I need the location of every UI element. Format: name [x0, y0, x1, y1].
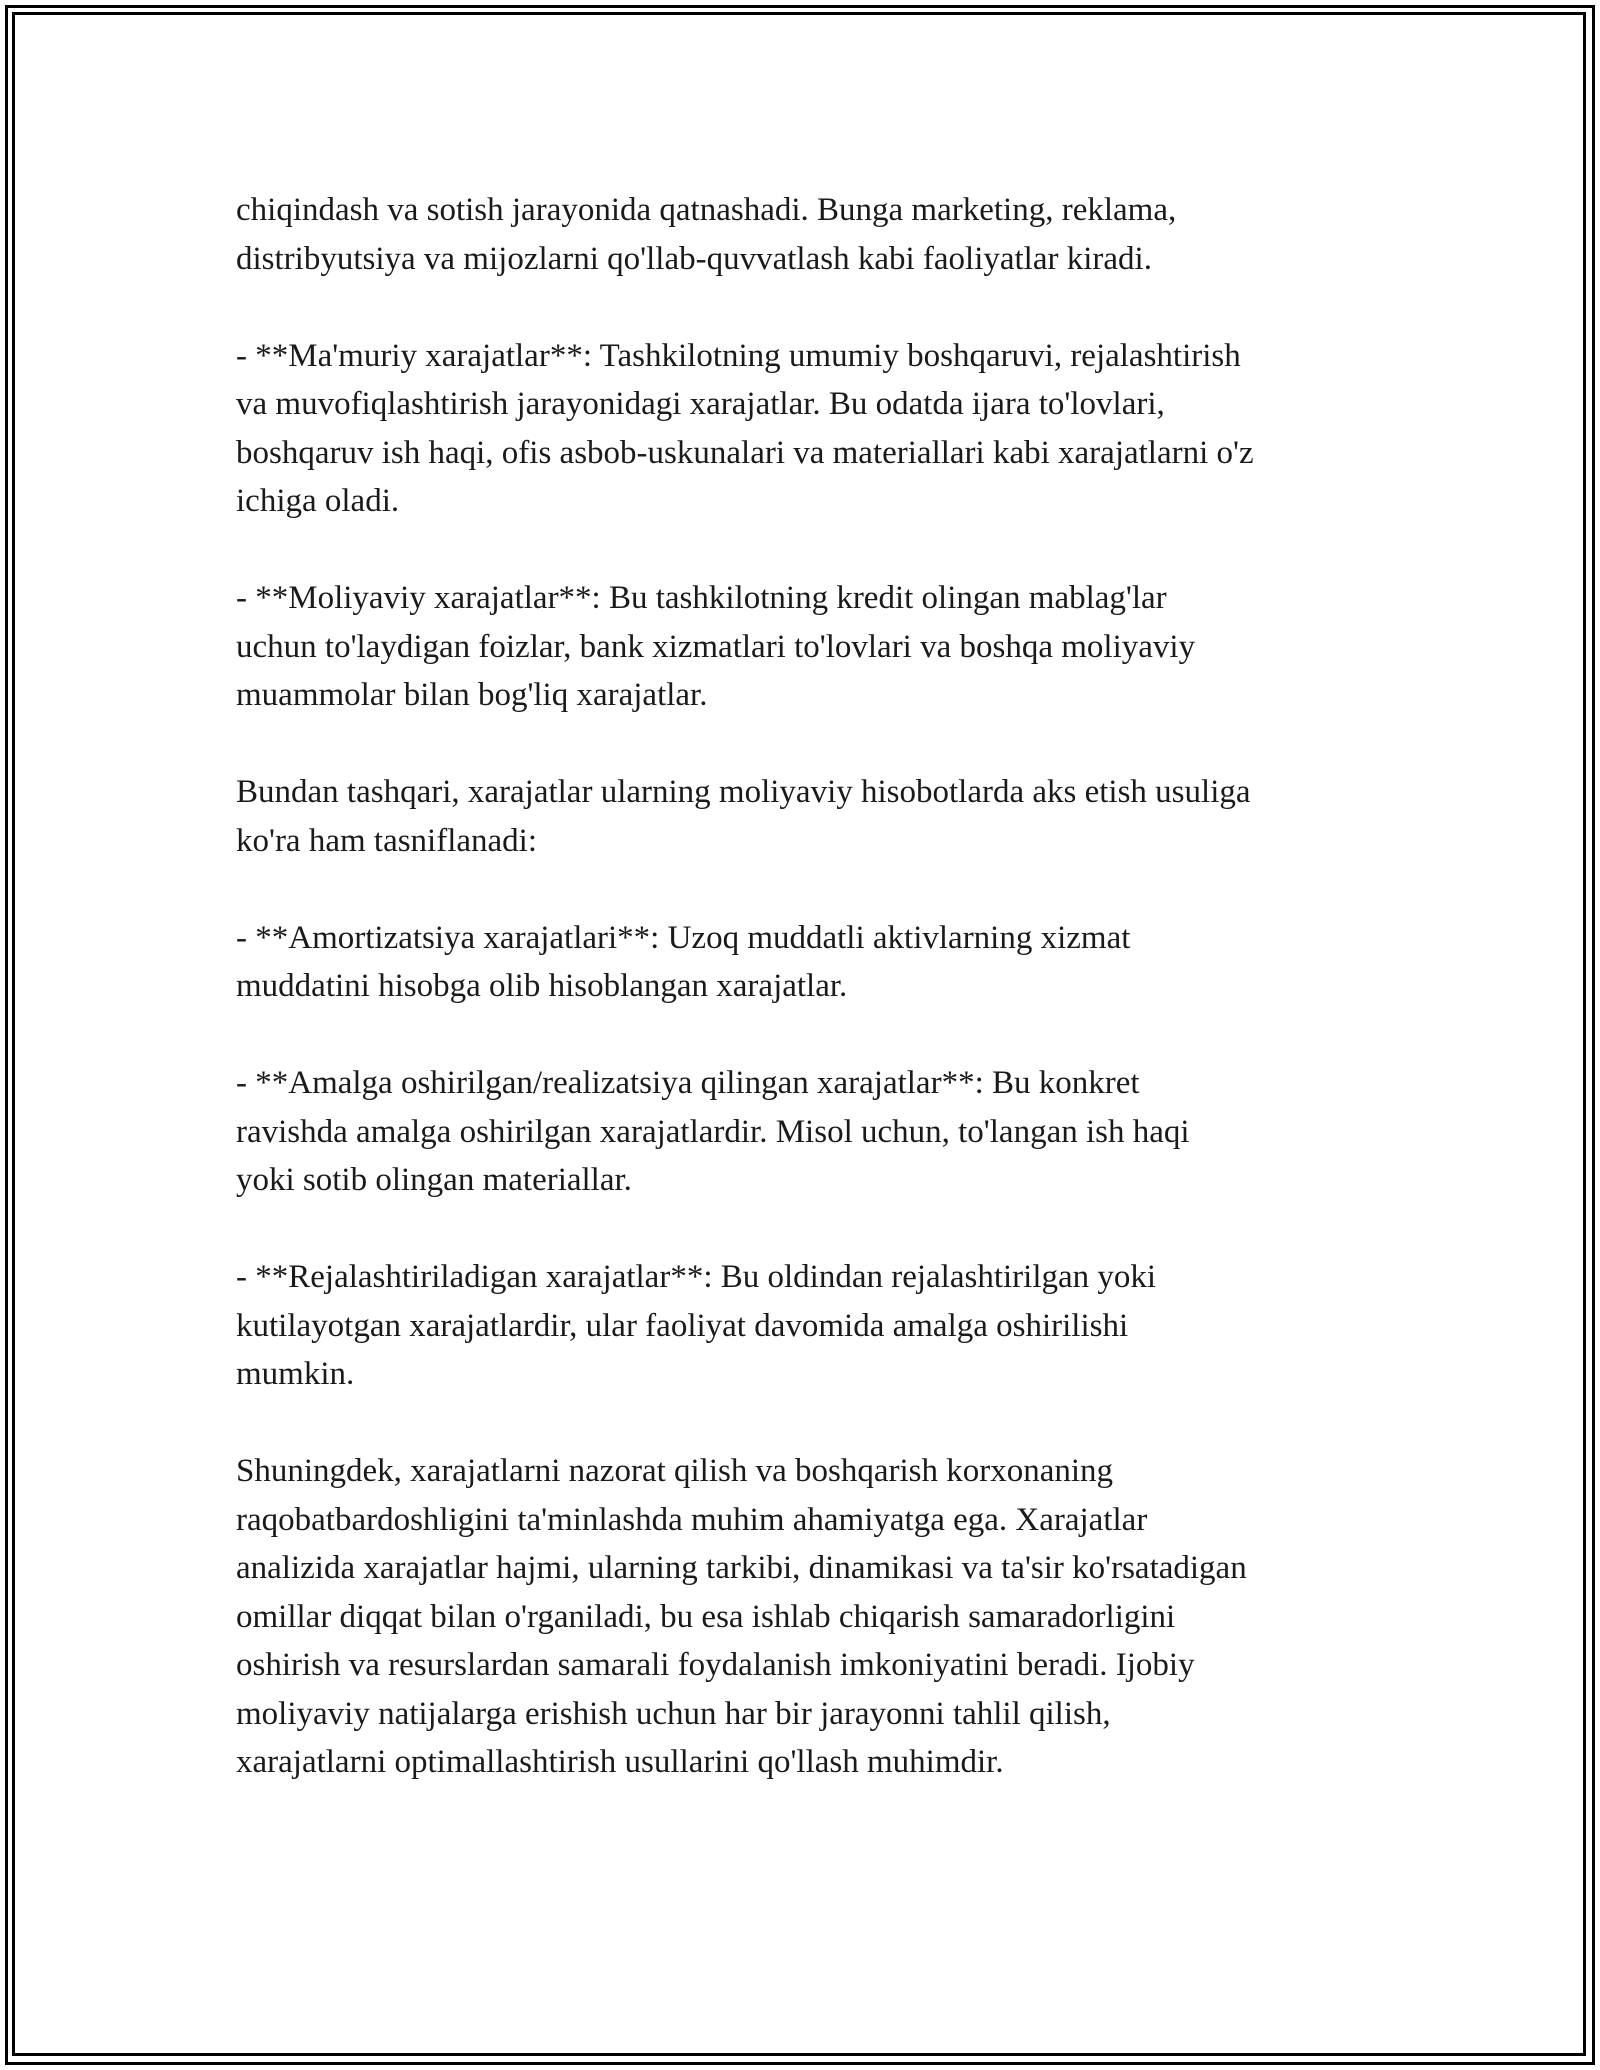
- paragraph-realized-expenses: - **Amalga oshirilgan/realizatsiya qilingan xarajatlar**: Bu konkret ravishda amalga oshirilgan xarajatlardir. Misol uchun, to'langan ish haqi yoki sotib olingan materiallar.: [236, 1065, 1190, 1198]
- paragraph-cost-control-conclusion: Shuningdek, xarajatlarni nazorat qilish va boshqarish korxonaning raqobatbardoshligini ta'minlashda muhim ahamiyatga ega. Xarajatlar analizida xarajatlar hajmi, ularning tarkibi, dinamikasi va ta'sir ko'rsatadigan omillar diqqat bilan o'rganiladi, bu esa ishlab chiqarish samaradorligini oshirish va resurslardan samarali foydalanish imkoniyatini beradi. Ijobiy moliyaviy natijalarga erishish uchun har bir jarayonni tahlil qilish, xarajatlarni optimallashtirish usullarini qo'llash muhimdir.: [236, 1453, 1247, 1780]
- document-body: [236, 186, 1386, 1835]
- paragraph-financial-expenses: - **Moliyaviy xarajatlar**: Bu tashkilotning kredit olingan mablag'lar uchun to'laydigan foizlar, bank xizmatlari to'lovlari va boshqa moliyaviy muammolar bilan bog'liq xarajatlar.: [236, 580, 1196, 713]
- paragraph-amortization-expenses: - **Amortizatsiya xarajatlari**: Uzoq muddatli aktivlarning xizmat muddatini hisobga olib hisoblangan xarajatlar.: [236, 919, 1131, 1004]
- paragraph-classification-intro: Bundan tashqari, xarajatlar ularning moliyaviy hisobotlarda aks etish usuliga ko'ra ham tasniflanadi:: [236, 774, 1251, 859]
- paragraph-planned-expenses: - **Rejalashtiriladigan xarajatlar**: Bu oldindan rejalashtirilgan yoki kutilayotgan xarajatlardir, ular faoliyat davomida amalga oshirilishi mumkin.: [236, 1259, 1157, 1392]
- paragraph-administrative-expenses: - **Ma'muriy xarajatlar**: Tashkilotning umumiy boshqaruvi, rejalashtirish va muvofiqlashtirish jarayonidagi xarajatlar. Bu odatda ijara to'lovlari, boshqaruv ish haqi, ofis asbob-uskunalari va materiallari kabi xarajatlarni o'z ichiga oladi.: [236, 337, 1254, 519]
- paragraph-sales-expenses-continuation: chiqindash va sotish jarayonida qatnashadi. Bunga marketing, reklama, distribyutsiya va mijozlarni qo'llab-quvvatlash kabi faoliyatlar kiradi.: [236, 192, 1177, 277]
